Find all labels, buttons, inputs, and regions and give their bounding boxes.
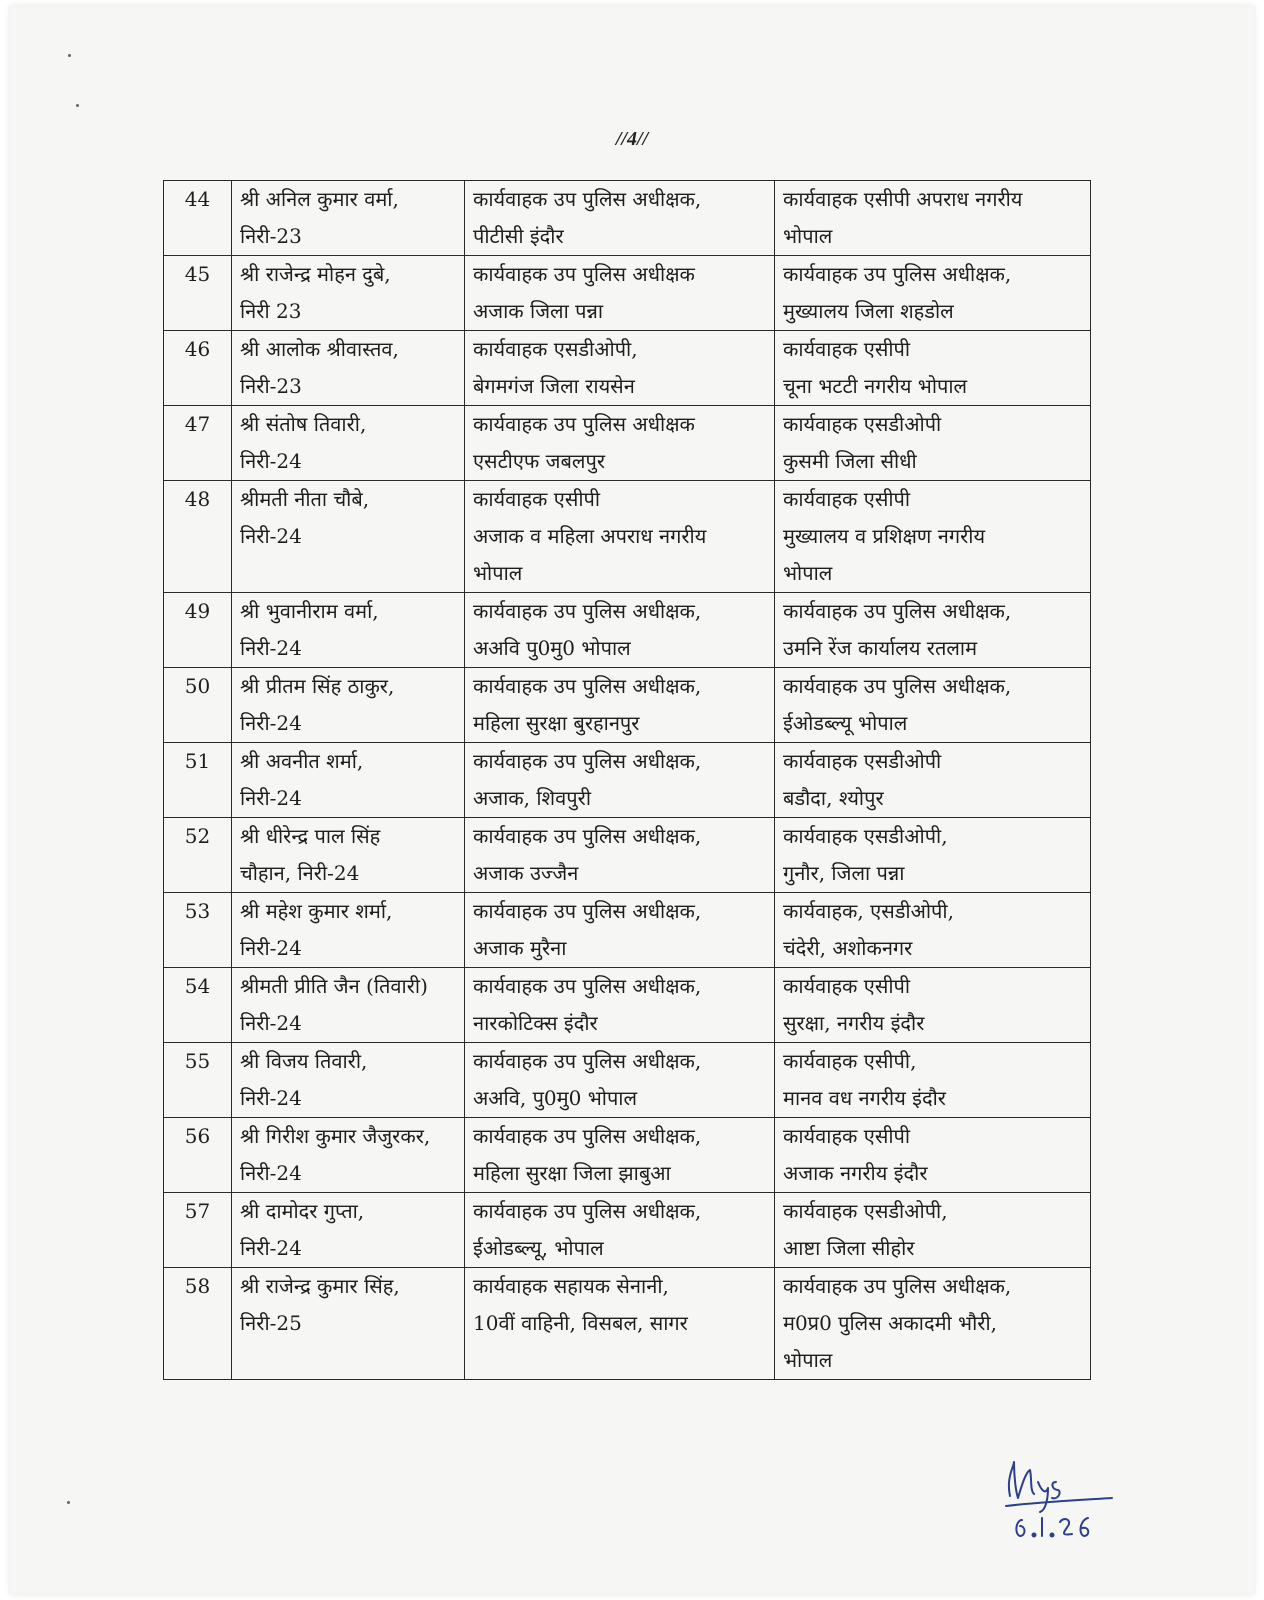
table-row — [164, 1043, 1091, 1118]
new-posting-cell — [775, 818, 1091, 893]
cell-line: चूना भटटी नगरीय भोपाल — [783, 374, 968, 398]
cell-line: कार्यवाहक उप पुलिस अधीक्षक — [473, 262, 695, 286]
serial-number: 47 — [164, 406, 232, 481]
serial-number: 44 — [164, 181, 232, 256]
table-row — [164, 818, 1091, 893]
table-row — [164, 968, 1091, 1043]
serial-number: 56 — [164, 1118, 232, 1193]
new-posting-cell — [775, 256, 1091, 331]
cell-line: अजाक मुरैना — [473, 936, 567, 960]
new-posting-cell — [775, 481, 1091, 593]
cell-line: कार्यवाहक उप पुलिस अधीक्षक, — [473, 1049, 702, 1073]
cell-line: कार्यवाहक उप पुलिस अधीक्षक, — [473, 187, 702, 211]
table-row — [164, 256, 1091, 331]
cell-line: निरी-23 — [240, 374, 302, 398]
cell-line: निरी-24 — [240, 1161, 302, 1185]
officer-name-cell — [232, 481, 465, 593]
cell-line: श्री विजय तिवारी, — [240, 1049, 368, 1073]
new-posting-cell — [775, 331, 1091, 406]
officer-name-cell — [232, 668, 465, 743]
cell-line: निरी-24 — [240, 1086, 302, 1110]
new-posting-cell — [775, 181, 1091, 256]
new-posting-cell — [775, 668, 1091, 743]
cell-line: अजाक उज्जैन — [473, 861, 579, 885]
cell-line: श्री प्रीतम सिंह ठाकुर, — [240, 674, 395, 698]
serial-number: 46 — [164, 331, 232, 406]
cell-line: ईओडब्ल्यू, भोपाल — [473, 1236, 604, 1260]
current-posting-cell — [465, 593, 775, 668]
cell-line: ईओडब्ल्यू भोपाल — [783, 711, 908, 735]
table-row — [164, 331, 1091, 406]
cell-line: श्रीमती नीता चौबे, — [240, 487, 370, 511]
cell-line: निरी-24 — [240, 1011, 302, 1035]
officer-name-cell — [232, 818, 465, 893]
new-posting-cell — [775, 1118, 1091, 1193]
speck — [67, 1501, 70, 1504]
cell-line: निरी-24 — [240, 636, 302, 660]
cell-line: निरी-24 — [240, 1236, 302, 1260]
cell-line: कार्यवाहक एसीपी अपराध नगरीय — [783, 187, 1023, 211]
page-number: //4// — [615, 128, 649, 150]
cell-line: एसटीएफ जबलपुर — [473, 449, 606, 473]
cell-line: कार्यवाहक उप पुलिस अधीक्षक, — [783, 262, 1012, 286]
current-posting-cell — [465, 818, 775, 893]
cell-line: कुसमी जिला सीधी — [783, 449, 917, 473]
table-row — [164, 481, 1091, 593]
cell-line: कार्यवाहक एसडीओपी, — [783, 1199, 948, 1223]
table-row — [164, 1193, 1091, 1268]
cell-line: गुनौर, जिला पन्ना — [783, 861, 905, 885]
cell-line: निरी-24 — [240, 936, 302, 960]
current-posting-cell — [465, 331, 775, 406]
cell-line: कार्यवाहक उप पुलिस अधीक्षक, — [473, 1199, 702, 1223]
table-row — [164, 181, 1091, 256]
cell-line: श्री अवनीत शर्मा, — [240, 749, 364, 773]
cell-line: कार्यवाहक उप पुलिस अधीक्षक, — [783, 674, 1012, 698]
officer-name-cell — [232, 743, 465, 818]
cell-line: कार्यवाहक एसडीओपी, — [783, 824, 948, 848]
transfer-table-body — [164, 181, 1091, 1380]
cell-line: निरी-24 — [240, 786, 302, 810]
cell-line: बडौदा, श्योपुर — [783, 786, 884, 810]
cell-line: श्री संतोष तिवारी, — [240, 412, 367, 436]
cell-line: कार्यवाहक उप पुलिस अधीक्षक, — [473, 899, 702, 923]
cell-line: निरी-24 — [240, 711, 302, 735]
officer-name-cell — [232, 1193, 465, 1268]
serial-number: 48 — [164, 481, 232, 593]
cell-line: श्री धीरेन्द्र पाल सिंह — [240, 824, 381, 848]
cell-line: नारकोटिक्स इंदौर — [473, 1011, 598, 1035]
current-posting-cell — [465, 181, 775, 256]
cell-line: कार्यवाहक एसीपी — [783, 487, 911, 511]
officer-name-cell — [232, 181, 465, 256]
current-posting-cell — [465, 406, 775, 481]
cell-line: निरी-23 — [240, 224, 302, 248]
current-posting-cell — [465, 256, 775, 331]
cell-line: कार्यवाहक एसीपी — [783, 1124, 911, 1148]
serial-number: 50 — [164, 668, 232, 743]
cell-line: मुख्यालय व प्रशिक्षण नगरीय — [783, 524, 986, 548]
cell-line: निरी-24 — [240, 449, 302, 473]
officer-name-cell — [232, 1043, 465, 1118]
cell-line: कार्यवाहक उप पुलिस अधीक्षक, — [783, 1274, 1012, 1298]
cell-line: कार्यवाहक एसडीओपी — [783, 749, 942, 773]
new-posting-cell — [775, 968, 1091, 1043]
officer-name-cell — [232, 968, 465, 1043]
serial-number: 49 — [164, 593, 232, 668]
cell-line: मानव वध नगरीय इंदौर — [783, 1086, 946, 1110]
new-posting-cell — [775, 1193, 1091, 1268]
table-row — [164, 593, 1091, 668]
current-posting-cell — [465, 481, 775, 593]
officer-name-cell — [232, 893, 465, 968]
cell-line: श्री दामोदर गुप्ता, — [240, 1199, 365, 1223]
cell-line: भोपाल — [783, 561, 833, 585]
cell-line: अजाक नगरीय इंदौर — [783, 1161, 928, 1185]
cell-line: कार्यवाहक उप पुलिस अधीक्षक, — [473, 824, 702, 848]
officer-name-cell — [232, 1268, 465, 1380]
cell-line: कार्यवाहक उप पुलिस अधीक्षक, — [473, 674, 702, 698]
new-posting-cell — [775, 893, 1091, 968]
cell-line: श्री राजेन्द्र कुमार सिंह, — [240, 1274, 400, 1298]
cell-line: महिला सुरक्षा जिला झाबुआ — [473, 1161, 671, 1185]
table-row — [164, 1118, 1091, 1193]
cell-line: कार्यवाहक एसीपी — [783, 337, 911, 361]
table-row — [164, 893, 1091, 968]
new-posting-cell — [775, 1043, 1091, 1118]
cell-line: श्री भुवानीराम वर्मा, — [240, 599, 379, 623]
officer-name-cell — [232, 256, 465, 331]
cell-line: श्रीमती प्रीति जैन (तिवारी) — [240, 974, 428, 998]
serial-number: 51 — [164, 743, 232, 818]
cell-line: अजाक, शिवपुरी — [473, 786, 591, 810]
table-row — [164, 1268, 1091, 1380]
speck — [76, 104, 79, 107]
cell-line: अजाक जिला पन्ना — [473, 299, 604, 323]
signature-initials-date — [1000, 1448, 1140, 1548]
cell-line: निरी 23 — [240, 299, 302, 323]
current-posting-cell — [465, 1268, 775, 1380]
cell-line: श्री गिरीश कुमार जैजुरकर, — [240, 1124, 431, 1148]
cell-line: बेगमगंज जिला रायसेन — [473, 374, 635, 398]
current-posting-cell — [465, 1193, 775, 1268]
table-row — [164, 743, 1091, 818]
cell-line: श्री राजेन्द्र मोहन दुबे, — [240, 262, 391, 286]
cell-line: कार्यवाहक उप पुलिस अधीक्षक, — [473, 749, 702, 773]
cell-line: कार्यवाहक एसडीओपी, — [473, 337, 638, 361]
cell-line: कार्यवाहक उप पुलिस अधीक्षक, — [473, 974, 702, 998]
current-posting-cell — [465, 1043, 775, 1118]
cell-line: आष्टा जिला सीहोर — [783, 1236, 915, 1260]
current-posting-cell — [465, 668, 775, 743]
cell-line: भोपाल — [783, 224, 833, 248]
cell-line: पीटीसी इंदौर — [473, 224, 564, 248]
serial-number: 45 — [164, 256, 232, 331]
cell-line: कार्यवाहक उप पुलिस अधीक्षक, — [473, 599, 702, 623]
cell-line: कार्यवाहक उप पुलिस अधीक्षक — [473, 412, 695, 436]
cell-line: चौहान, निरी-24 — [240, 861, 360, 885]
cell-line: कार्यवाहक उप पुलिस अधीक्षक, — [473, 1124, 702, 1148]
cell-line: महिला सुरक्षा बुरहानपुर — [473, 711, 640, 735]
new-posting-cell — [775, 743, 1091, 818]
table-row — [164, 406, 1091, 481]
serial-number: 57 — [164, 1193, 232, 1268]
cell-line: कार्यवाहक एसीपी, — [783, 1049, 917, 1073]
table-row — [164, 668, 1091, 743]
serial-number: 54 — [164, 968, 232, 1043]
cell-line: कार्यवाहक उप पुलिस अधीक्षक, — [783, 599, 1012, 623]
cell-line: भोपाल — [473, 561, 523, 585]
cell-line: म0प्र0 पुलिस अकादमी भौरी, — [783, 1311, 998, 1335]
cell-line: कार्यवाहक एसडीओपी — [783, 412, 942, 436]
current-posting-cell — [465, 743, 775, 818]
cell-line: निरी-24 — [240, 524, 302, 548]
cell-line: उमनि रेंज कार्यालय रतलाम — [783, 636, 978, 660]
cell-line: मुख्यालय जिला शहडोल — [783, 299, 954, 323]
speck — [68, 54, 71, 57]
new-posting-cell — [775, 1268, 1091, 1380]
new-posting-cell — [775, 406, 1091, 481]
cell-line: 10वीं वाहिनी, विसबल, सागर — [473, 1311, 688, 1335]
transfer-table — [163, 180, 1091, 1380]
officer-name-cell — [232, 331, 465, 406]
cell-line: कार्यवाहक एसीपी — [473, 487, 601, 511]
cell-line: भोपाल — [783, 1348, 833, 1372]
officer-name-cell — [232, 406, 465, 481]
cell-line: निरी-25 — [240, 1311, 302, 1335]
cell-line: कार्यवाहक सहायक सेनानी, — [473, 1274, 669, 1298]
cell-line: सुरक्षा, नगरीय इंदौर — [783, 1011, 925, 1035]
serial-number: 52 — [164, 818, 232, 893]
cell-line: श्री आलोक श्रीवास्तव, — [240, 337, 399, 361]
current-posting-cell — [465, 968, 775, 1043]
cell-line: चंदेरी, अशोकनगर — [783, 936, 913, 960]
officer-name-cell — [232, 593, 465, 668]
cell-line: अअवि, पु0मु0 भोपाल — [473, 1086, 638, 1110]
serial-number: 53 — [164, 893, 232, 968]
officer-name-cell — [232, 1118, 465, 1193]
cell-line: श्री अनिल कुमार वर्मा, — [240, 187, 399, 211]
serial-number: 55 — [164, 1043, 232, 1118]
serial-number: 58 — [164, 1268, 232, 1380]
cell-line: श्री महेश कुमार शर्मा, — [240, 899, 393, 923]
cell-line: अअवि पु0मु0 भोपाल — [473, 636, 631, 660]
cell-line: कार्यवाहक एसीपी — [783, 974, 911, 998]
cell-line: कार्यवाहक, एसडीओपी, — [783, 899, 954, 923]
new-posting-cell — [775, 593, 1091, 668]
current-posting-cell — [465, 893, 775, 968]
current-posting-cell — [465, 1118, 775, 1193]
cell-line: अजाक व महिला अपराध नगरीय — [473, 524, 707, 548]
